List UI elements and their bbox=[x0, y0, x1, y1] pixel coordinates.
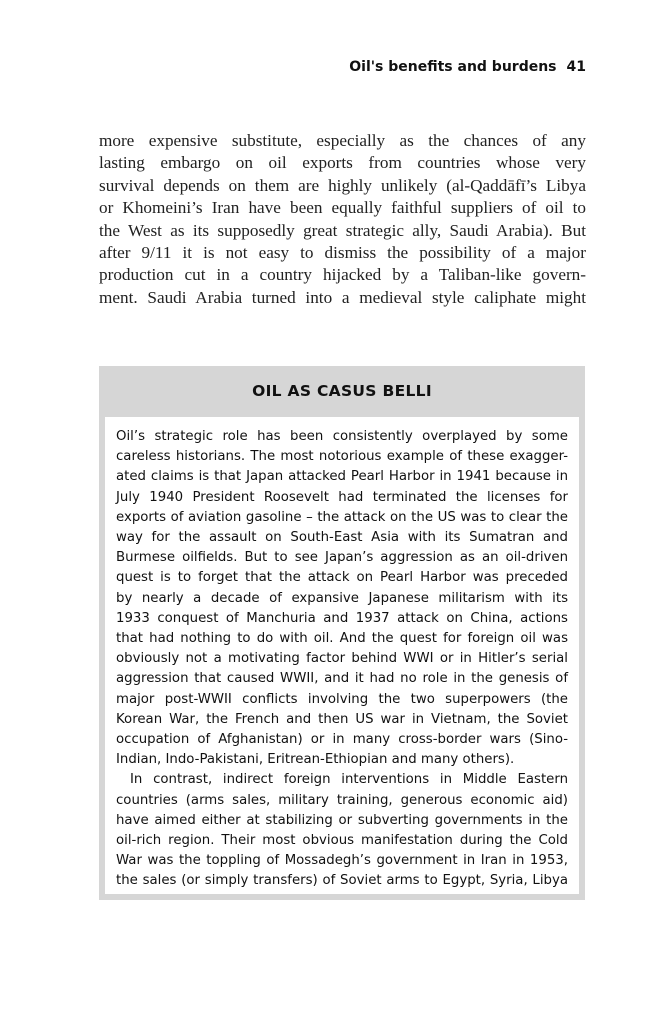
running-title: Oil's benefits and burdens bbox=[349, 59, 557, 75]
sidebar-box bbox=[99, 366, 585, 900]
box-line: oil-rich region. Their most obvious manifestation during the Cold bbox=[116, 833, 568, 849]
box-line: 1933 conquest of Manchuria and 1937 attack on China, actions bbox=[116, 610, 568, 626]
box-line: way for the assault on South-East Asia with its Sumatran and bbox=[116, 530, 568, 546]
page-number: 41 bbox=[566, 59, 586, 75]
body-line: more expensive substitute, especially as the chances of any bbox=[99, 131, 586, 150]
box-line: In contrast, indirect foreign interventions in Middle Eastern bbox=[130, 772, 568, 788]
box-line: obviously not a motivating factor behind WWI or in Hitler’s serial bbox=[116, 651, 568, 667]
box-paragraph-2 bbox=[116, 770, 568, 891]
box-line: July 1940 President Roosevelt had terminated the licenses for bbox=[116, 489, 568, 505]
running-header bbox=[349, 59, 586, 75]
body-line: the West as its supposedly great strategic ally, Saudi Arabia). But bbox=[99, 220, 586, 240]
box-line: Korean War, the French and then US war in Vietnam, the Soviet bbox=[116, 711, 568, 727]
body-line: production cut in a country hijacked by a Taliban-like govern- bbox=[99, 265, 586, 285]
body-line: lasting embargo on oil exports from countries whose very bbox=[99, 153, 586, 173]
box-line: careless historians. The most notorious example of these exagger- bbox=[116, 449, 568, 465]
box-title: OIL AS CASUS BELLI bbox=[252, 382, 432, 400]
box-line: by nearly a decade of expansive Japanese militarism with its bbox=[116, 590, 568, 606]
box-content bbox=[105, 417, 579, 894]
box-line: ated claims is that Japan attacked Pearl Harbor in 1941 because in bbox=[116, 469, 568, 485]
box-line: Oil’s strategic role has been consistently overplayed by some bbox=[116, 429, 568, 444]
body-paragraph bbox=[99, 130, 586, 309]
body-line: ment. Saudi Arabia turned into a medieval style caliphate might bbox=[99, 287, 586, 307]
box-line: Burmese oilfields. But to see Japan’s aggression as an oil-driven bbox=[116, 550, 568, 566]
box-line: have aimed either at stabilizing or subverting governments in the bbox=[116, 812, 568, 828]
box-line: aggression that caused WWII, and it had no role in the genesis of bbox=[116, 671, 568, 687]
box-line: major post-WWII conflicts involving the two superpowers (the bbox=[116, 691, 568, 707]
box-paragraph-1 bbox=[116, 427, 568, 770]
box-line: War was the toppling of Mossadegh’s government in Iran in 1953, bbox=[116, 853, 568, 869]
box-line: Indian, Indo-Pakistani, Eritrean-Ethiopian and many others). bbox=[116, 752, 515, 768]
body-line: survival depends on them are highly unlikely (al-Qaddāfī’s Libya bbox=[99, 175, 586, 195]
box-line: countries (arms sales, military training, generous economic aid) bbox=[116, 792, 568, 808]
body-line: or Khomeini’s Iran have been equally faithful suppliers of oil to bbox=[99, 198, 586, 218]
body-line: after 9/11 it is not easy to dismiss the possibility of a major bbox=[99, 243, 586, 263]
box-line: occupation of Afghanistan) or in many cross-border wars (Sino- bbox=[116, 732, 568, 748]
box-line: quest is to forget that the attack on Pearl Harbor was preceded bbox=[116, 570, 568, 586]
box-line: the sales (or simply transfers) of Soviet arms to Egypt, Syria, Libya bbox=[116, 873, 568, 889]
box-line: that had nothing to do with oil. And the quest for foreign oil was bbox=[116, 631, 568, 647]
box-line: exports of aviation gasoline – the attack on the US was to clear the bbox=[116, 509, 568, 525]
